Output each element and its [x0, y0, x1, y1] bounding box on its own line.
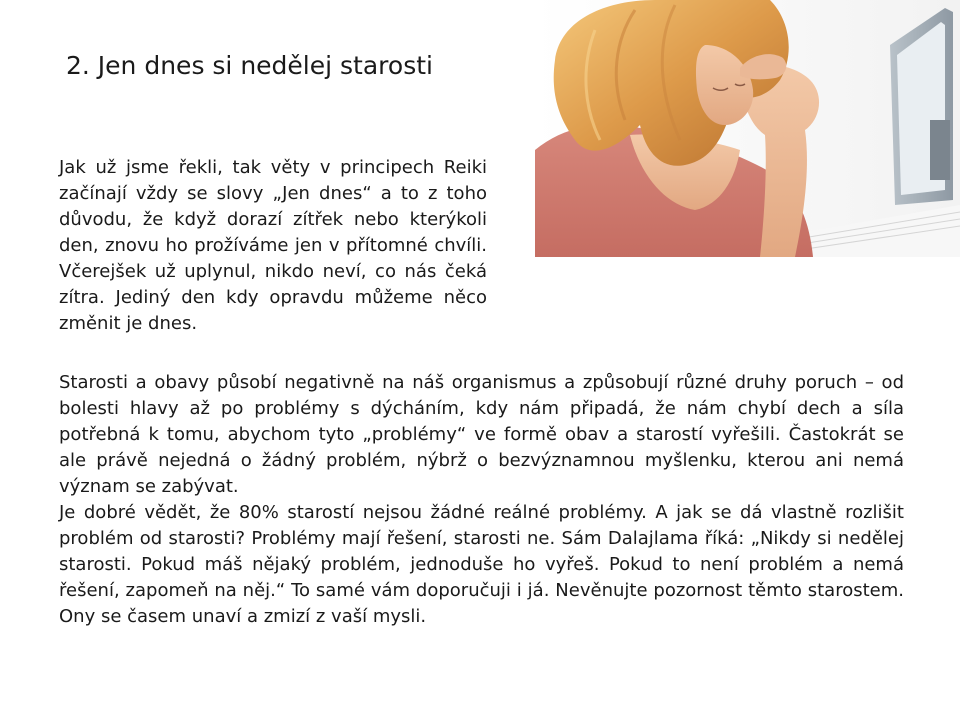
main-text: [59, 370, 904, 630]
paragraph-worries-effects: Starosti a obavy působí negativně na náš organismus a způsobují různé druhy poruch – od bolesti hlavy až po problémy s dýcháním, kdy nám připadá, že nám chybí dech a síla potřebná k tomu, abychom tyto „problémy“ ve formě obav a starostí vyřešili. Častokrát se ale právě nejedná o žádný problém, nýbrž o bezvýznamnou myšlenku, kterou ani nemá význam se zabývat.: [59, 372, 904, 497]
intro-paragraph: Jak už jsme řekli, tak věty v principech Reiki začínají vždy se slovy „Jen dnes“ a to z toho důvodu, že když dorazí zítřek nebo kterýkoli den, znovu ho prožíváme jen v přítomné chvíli. Včerejšek už uplynul, nikdo neví, co nás čeká zítra. Jediný den kdy opravdu můžeme něco změnit je dnes.: [59, 157, 487, 334]
paragraph-dalai-lama: Je dobré vědět, že 80% starostí nejsou žádné reálné problémy. A jak se dá vlastně rozlišit problém od starosti? Problémy mají řešení, starosti ne. Sám Dalajlama říká: „Nikdy si nedělej starosti. Pokud máš nějaký problém, jednoduše ho vyřeš. Pokud to není problém a nemá řešení, zapomeň na něj.“ To samé vám doporučuji i já. Nevěnujte pozornost těmto starostem. Ony se časem unaví a zmizí z vaší mysli.: [59, 502, 904, 627]
stressed-woman-photo: [535, 0, 960, 257]
slide-title: 2. Jen dnes si nedělej starosti: [66, 51, 433, 80]
